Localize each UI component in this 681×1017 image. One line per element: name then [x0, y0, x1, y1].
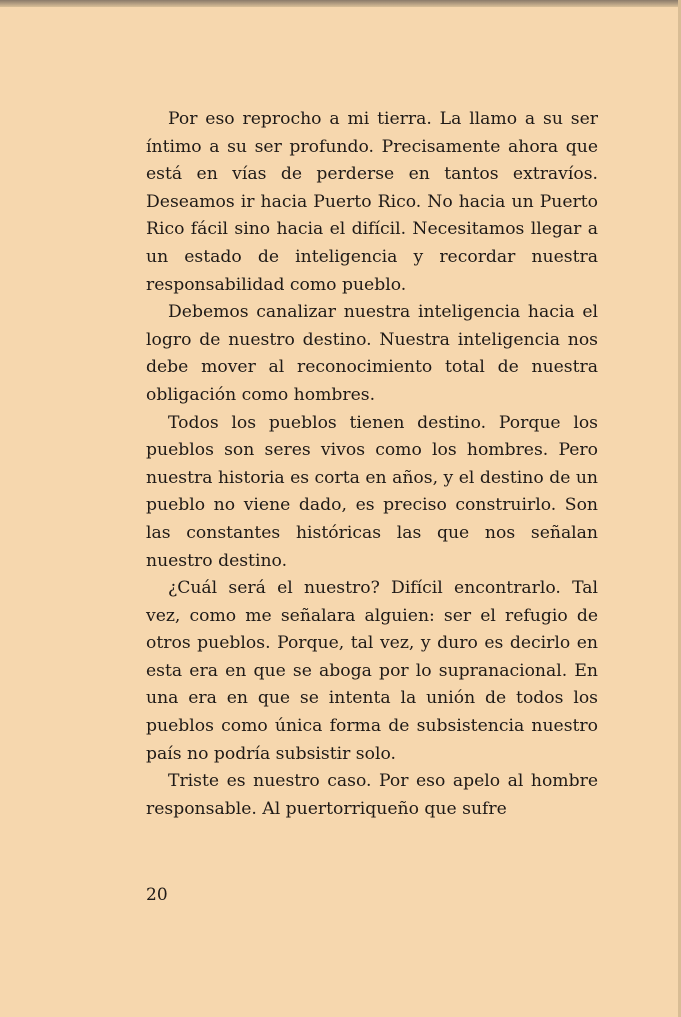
body-text — [146, 106, 598, 823]
paragraph-5: Triste es nuestro caso. Por eso apelo al hombre responsable. Al puertorriqueño que sufre — [146, 771, 598, 819]
paragraph-1: Por eso reprocho a mi tierra. La llamo a su ser íntimo a su ser profundo. Precisamente ahora que está en vías de perderse en tantos extravíos. Deseamos ir hacia Puerto Rico. No hacia un Puerto Rico fácil sino hacia el difícil. Necesitamos llegar a un estado de inteligencia y recordar nuestra responsabilidad como pueblo. — [146, 109, 598, 295]
paragraph-3: Todos los pueblos tienen destino. Porque los pueblos son seres vivos como los hombres. Pero nuestra historia es corta en años, y el destino de un pueblo no viene dado, es preciso construirlo. Son las constantes históricas las que nos señalan nuestro destino. — [146, 412, 598, 571]
paragraph-2: Debemos canalizar nuestra inteligencia hacia el logro de nuestro destino. Nuestra inteligencia nos debe mover al reconocimiento total de nuestra obligación como hombres. — [146, 302, 598, 405]
paragraph-4: ¿Cuál será el nuestro? Difícil encontrarlo. Tal vez, como me señalara alguien: ser el refugio de otros pueblos. Porque, tal vez, y duro es decirlo en esta era en que se aboga por lo supranacional. En una era en que se intenta la unión de todos los pueblos como única forma de subsistencia nuestro país no podría subsistir solo. — [146, 578, 598, 764]
page-number: 20 — [146, 885, 168, 905]
page-top-edge — [0, 0, 681, 7]
